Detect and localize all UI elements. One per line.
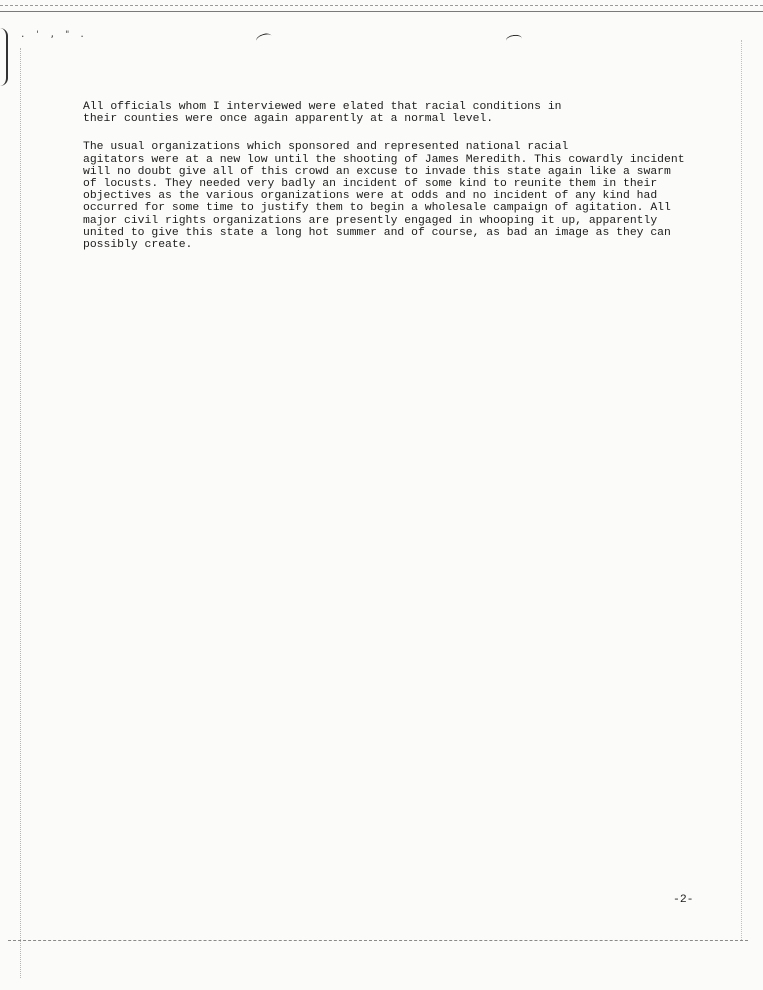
top-rule [0,11,763,12]
paragraph-officials: All officials whom I interviewed were elated that racial conditions in their counties were once again apparently at a normal level. [83,101,562,126]
staple-mark-right [505,34,522,45]
paragraph-organizations: The usual organizations which sponsored and represented national racial agitators were at a new low until the shooting of James Meredith. This cowardly incident will no doubt give all of this crowd an excuse to invade this state again like a swarm of locusts. They needed very badly an incident of some kind to reunite them in their objectives as the various organizations were at odds and no incident of any kind had occurred for some time to justify them to begin a wholesale campaign of agitation. All major civil rights organizations are presently engaged in whooping it up, apparently united to give this state a long hot summer and of course, as bad an image as they can possibly create. [83,141,685,252]
binding-bracket [0,28,8,86]
right-margin-edge [741,40,742,940]
staple-mark-left [255,32,273,46]
page-number: -2- [673,894,694,906]
top-dashed-rule [0,5,763,6]
scan-specks: . ' , " . [20,30,87,40]
left-margin-edge [20,48,21,978]
bottom-dashed-rule [8,940,748,941]
document-body [83,101,723,267]
